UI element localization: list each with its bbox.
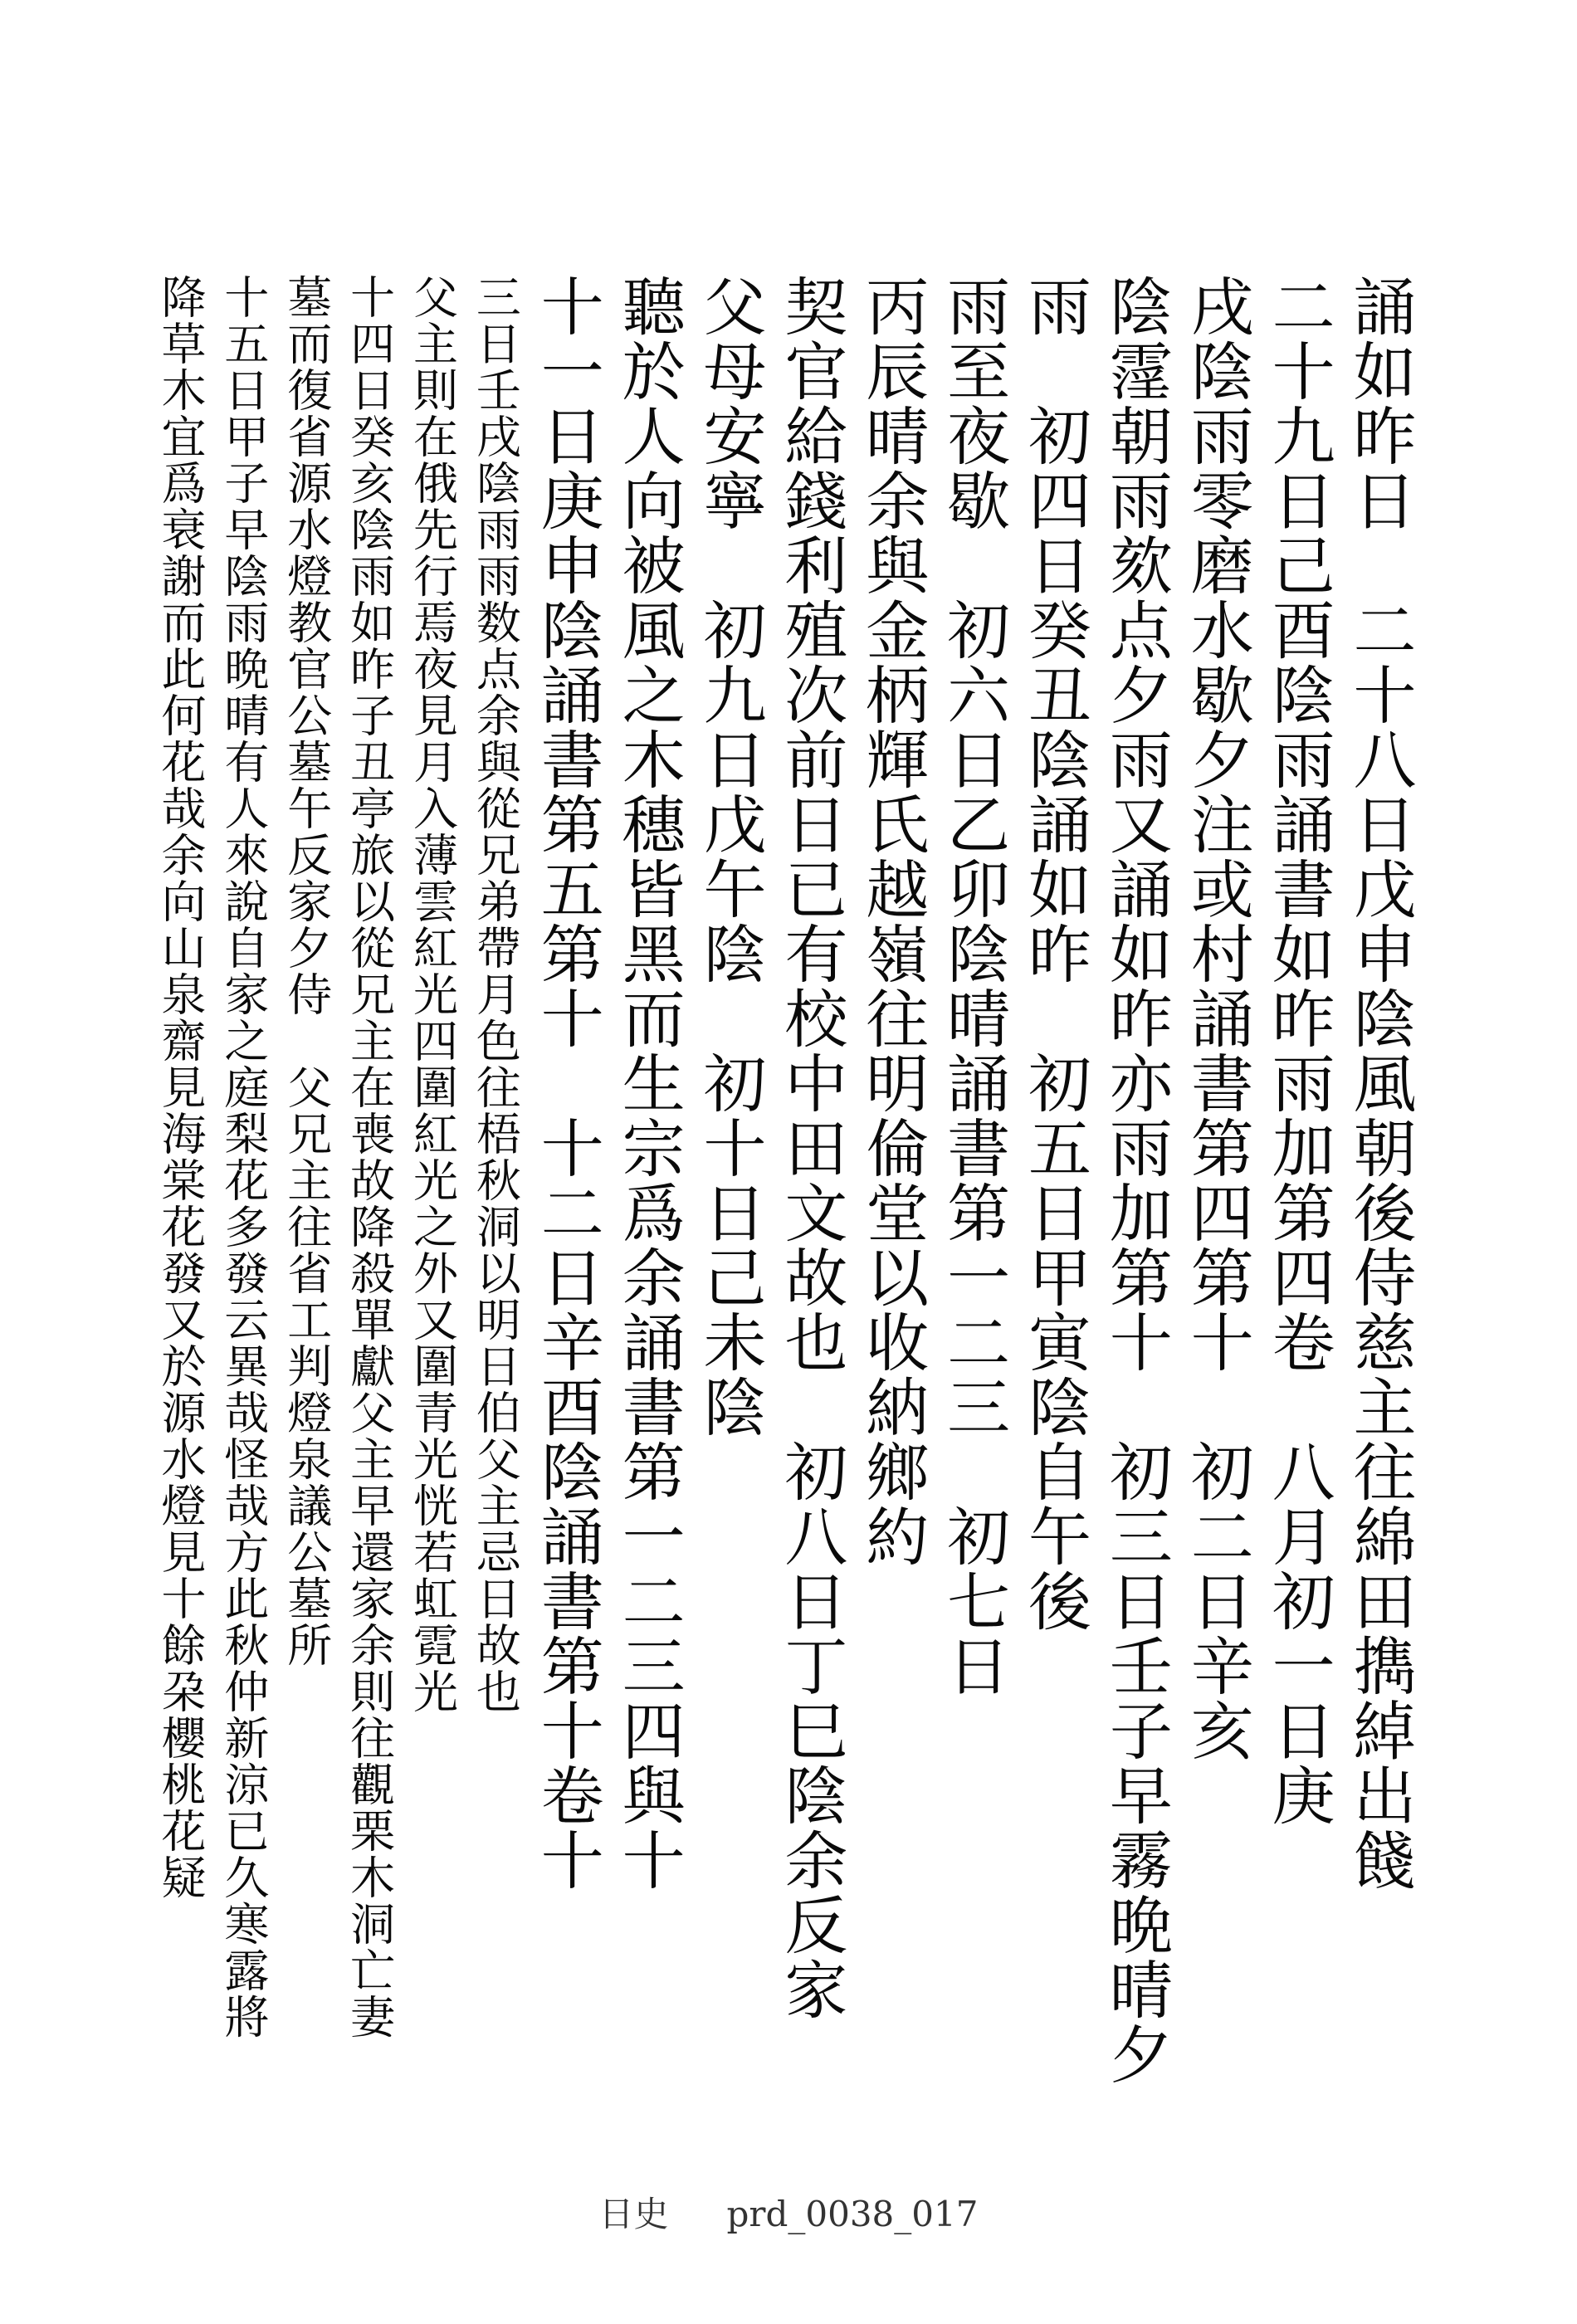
- text-column-1: 誦如昨日 二十八日戊申陰風朝後侍慈主往綿田擕綽出餞: [1343, 274, 1417, 1892]
- text-column-15: 墓而復省源水燈教官公墓午反家夕侍 父兄主往省工判燈泉議公墓所: [280, 274, 333, 1668]
- text-column-5: 雨 初四日癸丑陰誦如昨 初五日甲寅陰自午後: [1018, 274, 1092, 1633]
- manuscript-text: [154, 274, 1417, 2158]
- text-column-6: 雨至夜歇 初六日乙卯陰晴誦書第一二三 初七日: [936, 274, 1011, 1698]
- text-column-2: 二十九日己酉陰雨誦書如昨雨加第四卷 八月初一日庚: [1262, 274, 1336, 1828]
- text-column-8: 契官給錢利殖次前日已有校中田文故也 初八日丁巳陰余反家: [774, 274, 848, 2022]
- text-column-3: 戌陰雨零磨水歇夕注或村誦書第四第十 初二日辛亥: [1180, 274, 1255, 1763]
- text-column-10: 聽於人向被風之木穗皆黑而生宗爲余誦書第一二三四與十: [612, 274, 686, 1892]
- text-column-9: 父母安寧 初九日戊午陰 初十日己未陰: [693, 274, 767, 1439]
- caption-label: 日史: [598, 2194, 669, 2234]
- text-column-17: 降草木宜爲衰謝而此何花哉余向山泉齋見海棠花發又於源水燈見十餘朶櫻桃花疑: [154, 274, 207, 1901]
- page-caption: [0, 2187, 1577, 2237]
- text-column-13: 父主則在俄先行焉夜見月入薄雲紅光四圍紅光之外又圍青光恍若虹霓光: [406, 274, 459, 1715]
- text-column-14: 十四日癸亥陰雨如昨子丑亭旅以從兄主在喪故降殺單獻父主早還家余則往觀栗木洞亡妻: [343, 274, 396, 2040]
- text-column-12: 三日壬戌陰雨雨数点余與從兄弟帶月色往梧秋洞以明日伯父主忌日故也: [469, 274, 522, 1715]
- text-column-4: 陰霪朝雨欬点夕雨又誦如昨亦雨加第十 初三日壬子早霧晩晴夕: [1099, 274, 1174, 2087]
- text-column-16: 十五日甲子早陰雨晩晴有人來說自家之庭梨花多發云異哉怪哉方此秋仲新涼已久寒露將: [217, 274, 270, 2040]
- text-column-11: 十一日庚申陰誦書第五第十 十二日辛酉陰誦書第十卷十: [530, 274, 605, 1892]
- caption-id: prd_0038_017: [726, 2194, 979, 2234]
- text-column-7: 丙辰晴余與金柄輝氏越嶺往明倫堂以收納鄉約: [855, 274, 930, 1569]
